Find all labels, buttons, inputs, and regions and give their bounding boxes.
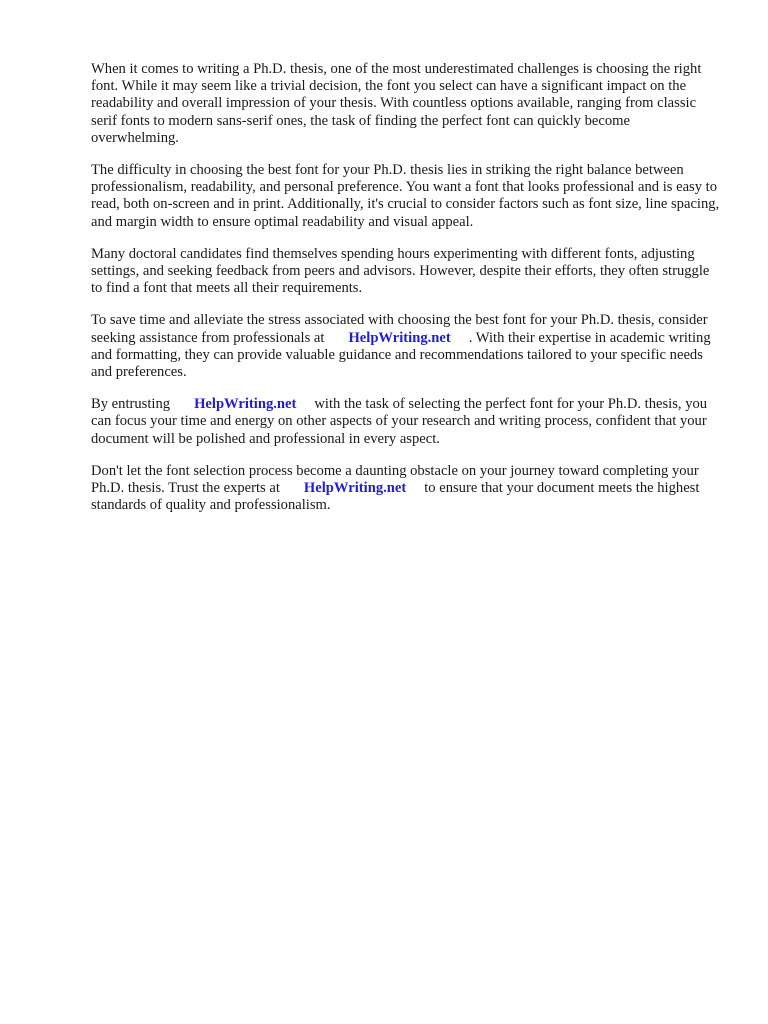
paragraph-intro bbox=[91, 61, 721, 147]
paragraph-text: . With their expertise in academic writing and formatting, they can provide valuable guidance and recommendations tailored to your specific needs and preferences. bbox=[91, 329, 711, 381]
paragraph-text: To save time and alleviate the stress associated with choosing the best font for your Ph.D. thesis, consider seeking assistance from professionals at bbox=[91, 312, 708, 346]
document-page bbox=[91, 61, 721, 529]
helpwriting-link[interactable]: HelpWriting.net bbox=[194, 396, 297, 413]
paragraph-text: By entrusting bbox=[91, 396, 171, 413]
paragraph-save-time bbox=[91, 312, 721, 381]
paragraph-text: When it comes to writing a Ph.D. thesis, one of the most underestimated challenges is choosing the right font. While it may seem like a trivial decision, the font you select can have a significant impact on the readability and overall impression of your thesis. With countless options available, ranging from classic serif fonts to modern sans-serif ones, the task of finding the perfect font can quickly become overwhelming. bbox=[91, 61, 702, 146]
helpwriting-link[interactable]: HelpWriting.net bbox=[348, 329, 451, 346]
paragraph-text: Many doctoral candidates find themselves spending hours experimenting with different fonts, adjusting settings, and seeking feedback from peers and advisors. However, despite their efforts, they often struggle to find a font that meets all their requirements. bbox=[91, 245, 710, 297]
paragraph-text: The difficulty in choosing the best font for your Ph.D. thesis lies in striking the right balance between professionalism, readability, and personal preference. You want a font that looks professional and is easy to read, both on-screen and in print. Additionally, it's crucial to consider factors such as font size, line spacing, and margin width to ensure optimal readability and visual appeal. bbox=[91, 162, 720, 230]
paragraph-difficulty bbox=[91, 162, 721, 231]
paragraph-entrusting bbox=[91, 396, 721, 448]
paragraph-text: Don't let the font selection process become a daunting obstacle on your journey toward completing your Ph.D. thesis. Trust the experts at bbox=[91, 462, 699, 497]
paragraph-text: to ensure that your document meets the highest standards of quality and professionalism. bbox=[91, 480, 700, 514]
paragraph-experimenting bbox=[91, 246, 721, 298]
helpwriting-link[interactable]: HelpWriting.net bbox=[303, 480, 407, 497]
paragraph-text: with the task of selecting the perfect font for your Ph.D. thesis, you can focus your time and energy on other aspects of your research and writing process, confident that your document will be polished and professional in every aspect. bbox=[91, 396, 708, 447]
paragraph-closing bbox=[91, 463, 721, 515]
